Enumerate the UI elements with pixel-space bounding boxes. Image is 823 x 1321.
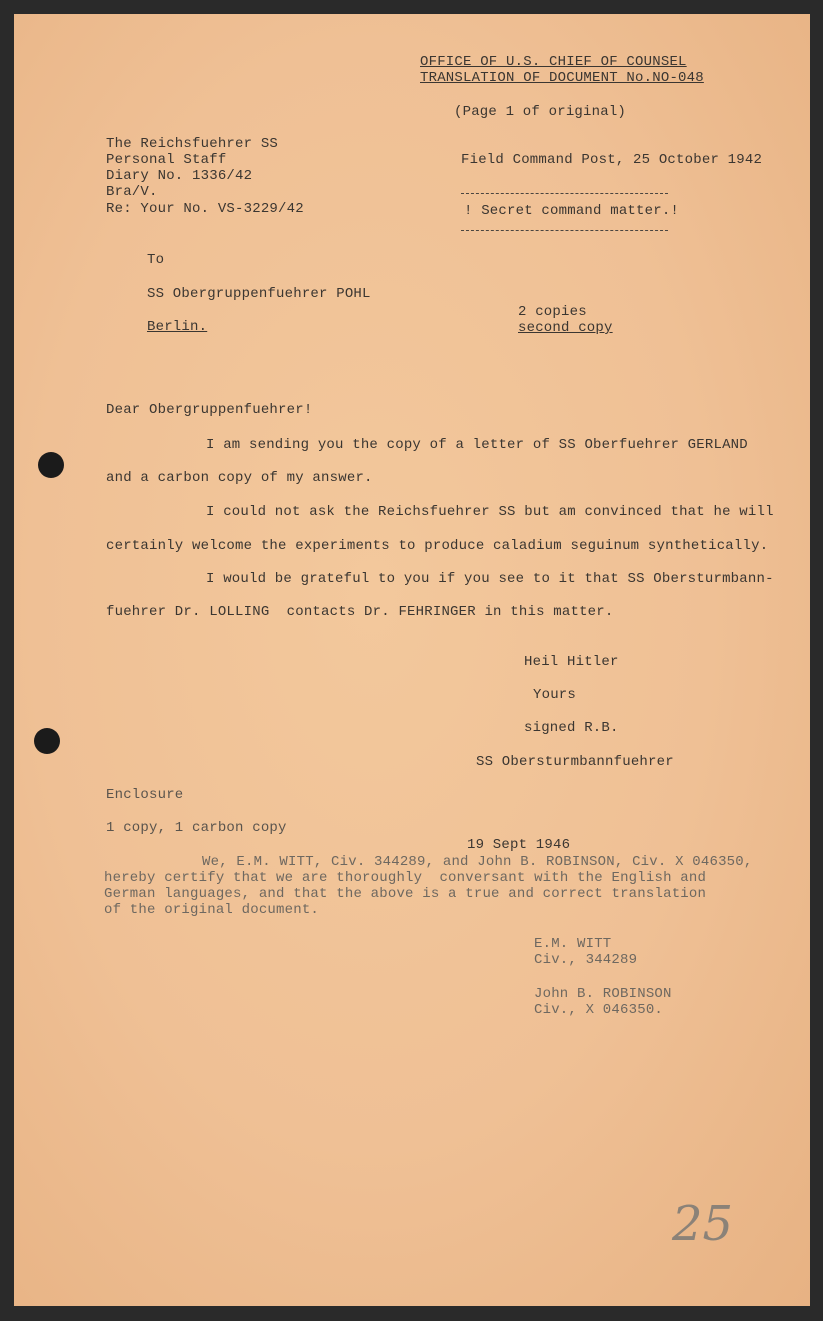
place-date: Field Command Post, 25 October 1942: [461, 152, 763, 168]
body-p2-line1: I could not ask the Reichsfuehrer SS but am convinced that he will: [206, 504, 774, 520]
certification-line-1: We, E.M. WITT, Civ. 344289, and John B. ROBINSON, Civ. X 046350,: [202, 854, 753, 870]
sender-line-4: Bra/V.: [106, 184, 158, 200]
recipient-name: SS Obergruppenfuehrer POHL: [147, 286, 371, 302]
classification-stamp: ! Secret command matter.!: [464, 203, 680, 219]
certification-line-2: hereby certify that we are thoroughly conversant with the English and: [104, 870, 707, 886]
body-p2-line2: certainly welcome the experiments to produce caladium seguinum synthetically.: [106, 538, 769, 554]
enclosure-label: Enclosure: [106, 787, 184, 803]
salutation: Dear Obergruppenfuehrer!: [106, 402, 313, 418]
certification-line-4: of the original document.: [104, 902, 320, 918]
closing-rank: SS Obersturmbannfuehrer: [476, 754, 674, 770]
sender-line-1: The Reichsfuehrer SS: [106, 136, 279, 152]
body-p1-line1: I am sending you the copy of a letter of SS Oberfuehrer GERLAND: [206, 437, 748, 453]
copies-which: second copy: [518, 320, 613, 336]
body-p1-line2: and a carbon copy of my answer.: [106, 470, 373, 486]
certification-date: 19 Sept 1946: [467, 837, 571, 853]
sender-line-5: Re: Your No. VS-3229/42: [106, 201, 304, 217]
translator-1-id: Civ., 344289: [534, 952, 638, 968]
classification-border-top: [461, 193, 668, 194]
closing-signed: signed R.B.: [524, 720, 619, 736]
certification-line-3: German languages, and that the above is a true and correct translation: [104, 886, 707, 902]
page-of-original: (Page 1 of original): [454, 104, 627, 120]
punch-hole-top: [38, 452, 64, 478]
sender-line-2: Personal Staff: [106, 152, 227, 168]
document-page: [14, 14, 810, 1306]
translator-1-name: E.M. WITT: [534, 936, 612, 952]
body-p3-line1: I would be grateful to you if you see to it that SS Obersturmbann-: [206, 571, 774, 587]
recipient-to: To: [147, 252, 165, 268]
copies-count: 2 copies: [518, 304, 587, 320]
punch-hole-bottom: [34, 728, 60, 754]
translator-2-name: John B. ROBINSON: [534, 986, 672, 1002]
closing-yours: Yours: [533, 687, 577, 703]
classification-border-bottom: [461, 230, 668, 231]
translator-2-id: Civ., X 046350.: [534, 1002, 664, 1018]
sender-line-3: Diary No. 1336/42: [106, 168, 253, 184]
handwritten-page-number: 25: [672, 1196, 734, 1252]
recipient-city: Berlin.: [147, 319, 208, 335]
enclosure-detail: 1 copy, 1 carbon copy: [106, 820, 287, 836]
office-line: OFFICE OF U.S. CHIEF OF COUNSEL: [420, 54, 687, 70]
closing-greeting: Heil Hitler: [524, 654, 619, 670]
translation-line: TRANSLATION OF DOCUMENT No.NO-048: [420, 70, 704, 86]
body-p3-line2: fuehrer Dr. LOLLING contacts Dr. FEHRINGER in this matter.: [106, 604, 614, 620]
